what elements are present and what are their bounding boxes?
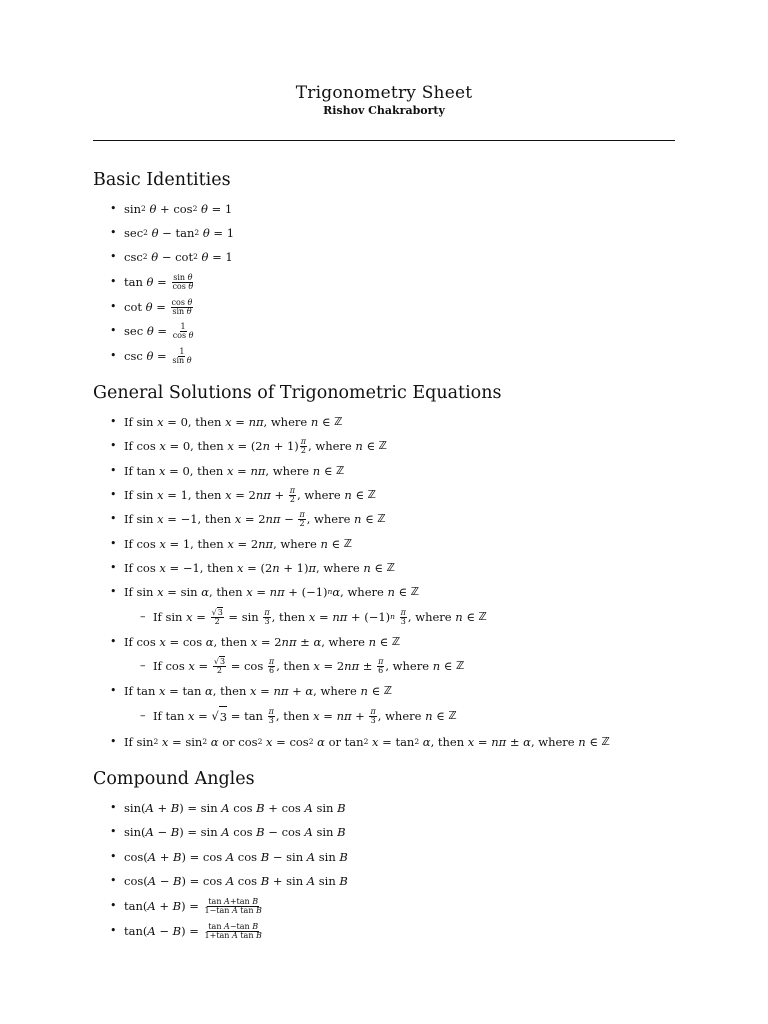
bullet-icon: • (110, 512, 117, 525)
formula: sec 2 θ − tan 2 θ = 1 (124, 226, 235, 240)
bullet-icon: • (110, 635, 117, 648)
formula: tan( A + B ) = $\frac{\text{tan A+tan B}}{\text{1−tan A tan B}}$ (124, 896, 262, 915)
bullet-icon: • (110, 899, 117, 912)
bullet-icon: • (110, 801, 117, 814)
bullet-icon: • (110, 684, 117, 697)
bullet-icon: • (110, 439, 117, 452)
formula: cos( A − B ) = cos A cos B + sin A sin B (124, 874, 348, 888)
bullet-icon: • (110, 537, 117, 550)
bullet-icon: • (110, 226, 117, 239)
bullet-icon: • (110, 825, 117, 838)
formula: If cos x = cos α , then x = 2 nπ ± α , where n ∈ ℤ (124, 635, 401, 649)
section-heading-general-solutions: General Solutions of Trigonometric Equations (93, 383, 502, 403)
formula: If sin x = 0, then x = nπ , where n ∈ ℤ (124, 415, 343, 429)
bullet-icon: • (110, 349, 117, 362)
formula: cot θ = $\frac{\text{cos θ}}{\text{sin θ}}$ (124, 297, 193, 316)
bullet-icon: • (110, 324, 117, 337)
title-divider (93, 140, 675, 141)
formula: sin 2 θ + cos 2 θ = 1 (124, 202, 233, 216)
document-title: Trigonometry Sheet (295, 83, 473, 103)
formula: If sin x = 1, then x = 2 nπ + $\frac{\pi}{2}$ , where n ∈ ℤ (124, 485, 376, 504)
formula: If tan x = √ 3 = tan $\frac{\pi}{3}$ , then x = nπ + $\frac{\pi}{3}$ , where n ∈ ℤ (153, 706, 457, 725)
formula: If sin x = sin α , then x = nπ + (−1) n α , where n ∈ ℤ (124, 585, 420, 599)
formula: If cos x = 0, then x = (2 n + 1) $\frac{\pi}{2}$ , where n ∈ ℤ (124, 436, 387, 455)
bullet-icon: • (110, 202, 117, 215)
section-heading-compound-angles: Compound Angles (93, 769, 255, 789)
formula: csc 2 θ − cot 2 θ = 1 (124, 250, 233, 264)
formula: If cos x = −1, then x = (2 n + 1) π , where n ∈ ℤ (124, 561, 395, 575)
formula: If sin 2 x = sin 2 α or cos 2 x = cos 2 α or tan 2 x = tan 2 α , then x = nπ ± α , where n ∈ ℤ (124, 735, 610, 749)
formula: csc θ = $\frac{1}{\text{sin θ}}$ (124, 346, 192, 365)
dash-icon: – (140, 610, 146, 623)
bullet-icon: • (110, 924, 117, 937)
dash-icon: – (140, 709, 146, 722)
formula: If sin x = $\frac{√3}{2}$ = sin $\frac{\pi}{3}$ , then x = nπ + (−1) n $\frac{\pi}{3}$ , where n ∈ ℤ (153, 607, 487, 626)
bullet-icon: • (110, 874, 117, 887)
bullet-icon: • (110, 415, 117, 428)
formula: If tan x = tan α , then x = nπ + α , where n ∈ ℤ (124, 684, 393, 698)
formula: If cos x = $\frac{√3}{2}$ = cos $\frac{\pi}{6}$ , then x = 2 nπ ± $\frac{\pi}{6}$ , where n ∈ ℤ (153, 656, 465, 675)
formula: tan( A − B ) = $\frac{\text{tan A−tan B}}{\text{1+tan A tan B}}$ (124, 921, 262, 940)
document-author: Rishov Chakraborty (323, 104, 445, 117)
bullet-icon: • (110, 850, 117, 863)
bullet-icon: • (110, 250, 117, 263)
bullet-icon: • (110, 585, 117, 598)
bullet-icon: • (110, 300, 117, 313)
bullet-icon: • (110, 275, 117, 288)
section-heading-basic-identities: Basic Identities (93, 170, 231, 190)
formula: sin( A − B ) = sin A cos B − cos A sin B (124, 825, 346, 839)
bullet-icon: • (110, 561, 117, 574)
formula: If cos x = 1, then x = 2 nπ , where n ∈ ℤ (124, 537, 352, 551)
bullet-icon: • (110, 488, 117, 501)
formula: If sin x = −1, then x = 2 nπ − $\frac{\pi}{2}$ , where n ∈ ℤ (124, 509, 386, 528)
formula: If tan x = 0, then x = nπ , where n ∈ ℤ (124, 464, 345, 478)
formula: sec θ = $\frac{1}{\text{cos θ}}$ (124, 321, 194, 340)
formula: tan θ = $\frac{\text{sin θ}}{\text{cos θ}}$ (124, 272, 194, 291)
dash-icon: – (140, 659, 146, 672)
formula: sin( A + B ) = sin A cos B + cos A sin B (124, 801, 346, 815)
bullet-icon: • (110, 735, 117, 748)
bullet-icon: • (110, 464, 117, 477)
formula: cos( A + B ) = cos A cos B − sin A sin B (124, 850, 348, 864)
